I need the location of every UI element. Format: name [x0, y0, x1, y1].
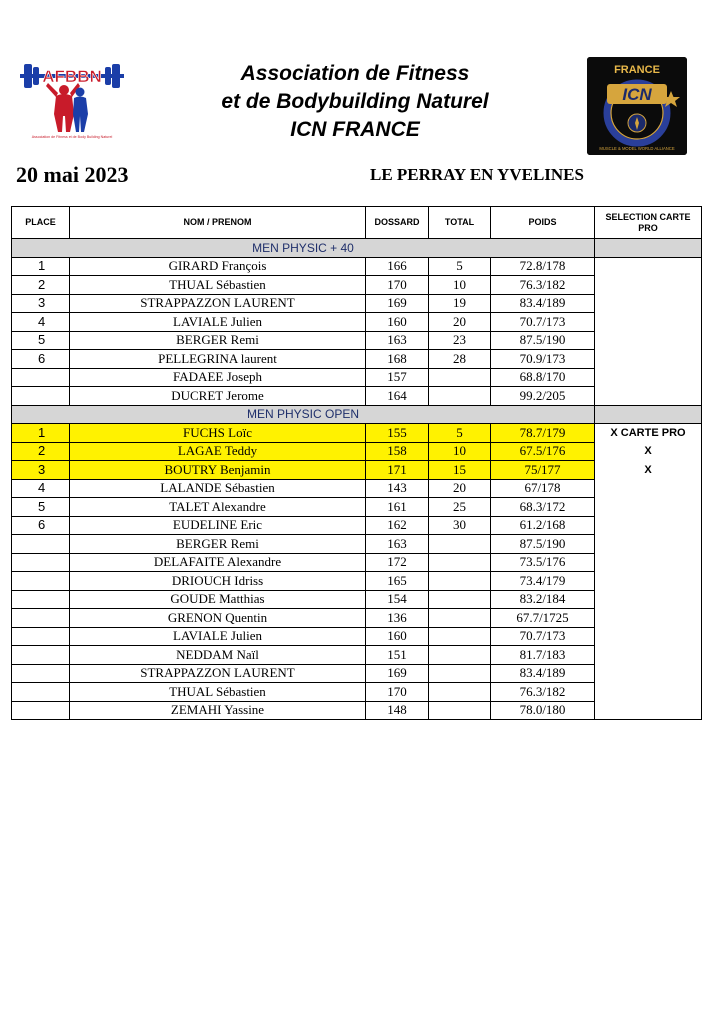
- header-name: NOM / PRENOM: [70, 207, 366, 239]
- cell-total: [429, 535, 491, 554]
- cell-total: 30: [429, 516, 491, 535]
- cell-name: LAVIALE Julien: [70, 313, 366, 332]
- cell-total: 10: [429, 276, 491, 295]
- table-row: [12, 664, 702, 683]
- cell-total: 28: [429, 350, 491, 369]
- cell-name: FUCHS Loïc: [70, 424, 366, 443]
- cell-dossard: 170: [366, 276, 429, 295]
- cell-place: [12, 701, 70, 720]
- cell-place: 4: [12, 479, 70, 498]
- cell-selection: [595, 257, 702, 276]
- cell-name: LAGAE Teddy: [70, 442, 366, 461]
- cell-name: DRIOUCH Idriss: [70, 572, 366, 591]
- cell-total: [429, 646, 491, 665]
- cell-dossard: 143: [366, 479, 429, 498]
- cell-dossard: 160: [366, 313, 429, 332]
- cell-poids: 70.7/173: [491, 313, 595, 332]
- cell-selection: [595, 368, 702, 387]
- cell-poids: 87.5/190: [491, 535, 595, 554]
- cell-poids: 73.4/179: [491, 572, 595, 591]
- cell-name: GIRARD François: [70, 257, 366, 276]
- header-selection: [595, 207, 702, 239]
- cell-total: [429, 590, 491, 609]
- title-line-1: Association de Fitness: [240, 62, 470, 85]
- cell-selection: [595, 294, 702, 313]
- table-row: [12, 294, 702, 313]
- cell-poids: 76.3/182: [491, 276, 595, 295]
- cell-selection: [595, 553, 702, 572]
- cell-poids: 99.2/205: [491, 387, 595, 406]
- cell-total: 25: [429, 498, 491, 517]
- afbbn-logo: [18, 56, 126, 142]
- cell-total: 10: [429, 442, 491, 461]
- cell-poids: 67.5/176: [491, 442, 595, 461]
- cell-selection: [595, 701, 702, 720]
- cell-selection: [595, 350, 702, 369]
- cell-dossard: 163: [366, 331, 429, 350]
- cell-name: BERGER Remi: [70, 535, 366, 554]
- cell-place: 1: [12, 424, 70, 443]
- cell-place: 2: [12, 442, 70, 461]
- cell-poids: 83.4/189: [491, 294, 595, 313]
- cell-selection: [595, 535, 702, 554]
- cell-total: 5: [429, 424, 491, 443]
- cell-poids: 67/178: [491, 479, 595, 498]
- cell-selection: [595, 646, 702, 665]
- cell-place: 6: [12, 516, 70, 535]
- icn-logo: [587, 57, 687, 155]
- cell-name: LAVIALE Julien: [70, 627, 366, 646]
- cell-dossard: 171: [366, 461, 429, 480]
- cell-poids: 68.3/172: [491, 498, 595, 517]
- header-place: PLACE: [12, 207, 70, 239]
- header-poids: POIDS: [491, 207, 595, 239]
- table-row: [12, 331, 702, 350]
- cell-selection: X: [595, 442, 702, 461]
- cell-place: [12, 627, 70, 646]
- cell-selection: X CARTE PRO: [595, 424, 702, 443]
- cell-poids: 61.2/168: [491, 516, 595, 535]
- header-total: TOTAL: [429, 207, 491, 239]
- cell-selection: [595, 498, 702, 517]
- table-row: [12, 313, 702, 332]
- cell-name: NEDDAM Naïl: [70, 646, 366, 665]
- cell-poids: 67.7/1725: [491, 609, 595, 628]
- cell-place: 3: [12, 461, 70, 480]
- cell-selection: [595, 516, 702, 535]
- cell-total: 5: [429, 257, 491, 276]
- afbbn-logo-caption: Association de Fitness et de Body Building Naturel: [31, 135, 113, 139]
- cell-name: THUAL Sébastien: [70, 276, 366, 295]
- cell-name: STRAPPAZZON LAURENT: [70, 294, 366, 313]
- cell-selection: [595, 313, 702, 332]
- results-table: [11, 206, 702, 720]
- cell-poids: 87.5/190: [491, 331, 595, 350]
- cell-name: LALANDE Sébastien: [70, 479, 366, 498]
- cell-name: BERGER Remi: [70, 331, 366, 350]
- cell-poids: 75/177: [491, 461, 595, 480]
- cell-place: [12, 368, 70, 387]
- table-row: [12, 572, 702, 591]
- header-selection-label: SELECTION CARTE PRO: [605, 211, 691, 233]
- cell-total: [429, 553, 491, 572]
- cell-place: 3: [12, 294, 70, 313]
- cell-poids: 72.8/178: [491, 257, 595, 276]
- section-selection-cell: [595, 239, 702, 258]
- cell-place: 6: [12, 350, 70, 369]
- cell-place: [12, 387, 70, 406]
- event-date: 20 mai 2023: [16, 162, 129, 187]
- cell-place: [12, 553, 70, 572]
- cell-dossard: 160: [366, 627, 429, 646]
- cell-place: 4: [12, 313, 70, 332]
- section-title: MEN PHYSIC OPEN: [12, 405, 595, 424]
- cell-place: [12, 535, 70, 554]
- table-row: [12, 609, 702, 628]
- cell-place: 2: [12, 276, 70, 295]
- table-row: [12, 535, 702, 554]
- cell-name: EUDELINE Eric: [70, 516, 366, 535]
- table-row: [12, 368, 702, 387]
- section-row: [12, 405, 702, 424]
- cell-dossard: 164: [366, 387, 429, 406]
- cell-name: DELAFAITE Alexandre: [70, 553, 366, 572]
- cell-place: [12, 683, 70, 702]
- cell-dossard: 155: [366, 424, 429, 443]
- icn-logo-main: ICN: [622, 85, 652, 104]
- cell-place: [12, 609, 70, 628]
- cell-selection: X: [595, 461, 702, 480]
- cell-dossard: 163: [366, 535, 429, 554]
- cell-total: [429, 572, 491, 591]
- cell-poids: 76.3/182: [491, 683, 595, 702]
- cell-dossard: 168: [366, 350, 429, 369]
- cell-total: [429, 701, 491, 720]
- cell-poids: 68.8/170: [491, 368, 595, 387]
- cell-dossard: 170: [366, 683, 429, 702]
- cell-total: [429, 683, 491, 702]
- afbbn-logo-name: AFBBN: [42, 67, 102, 86]
- cell-poids: 78.0/180: [491, 701, 595, 720]
- cell-place: 5: [12, 498, 70, 517]
- cell-total: 20: [429, 479, 491, 498]
- table-row: [12, 424, 702, 443]
- icn-logo-top: FRANCE: [614, 64, 660, 76]
- cell-dossard: 148: [366, 701, 429, 720]
- cell-dossard: 169: [366, 664, 429, 683]
- table-row: [12, 479, 702, 498]
- table-header-row: [12, 207, 702, 239]
- table-row: [12, 350, 702, 369]
- cell-dossard: 162: [366, 516, 429, 535]
- title-line-3: ICN FRANCE: [290, 118, 420, 141]
- table-row: [12, 683, 702, 702]
- cell-place: 5: [12, 331, 70, 350]
- table-row: [12, 627, 702, 646]
- cell-name: GOUDE Matthias: [70, 590, 366, 609]
- cell-dossard: 157: [366, 368, 429, 387]
- cell-total: [429, 387, 491, 406]
- table-row: [12, 461, 702, 480]
- cell-total: 23: [429, 331, 491, 350]
- cell-poids: 83.2/184: [491, 590, 595, 609]
- cell-poids: 70.9/173: [491, 350, 595, 369]
- cell-name: ZEMAHI Yassine: [70, 701, 366, 720]
- cell-dossard: 158: [366, 442, 429, 461]
- cell-selection: [595, 664, 702, 683]
- cell-place: [12, 664, 70, 683]
- page-title: [150, 60, 560, 144]
- cell-total: [429, 627, 491, 646]
- cell-dossard: 161: [366, 498, 429, 517]
- table-row: [12, 646, 702, 665]
- section-row: [12, 239, 702, 258]
- cell-name: PELLEGRINA laurent: [70, 350, 366, 369]
- table-row: [12, 442, 702, 461]
- cell-dossard: 166: [366, 257, 429, 276]
- cell-poids: 81.7/183: [491, 646, 595, 665]
- cell-dossard: 172: [366, 553, 429, 572]
- cell-dossard: 136: [366, 609, 429, 628]
- cell-place: [12, 646, 70, 665]
- cell-name: BOUTRY Benjamin: [70, 461, 366, 480]
- cell-selection: [595, 572, 702, 591]
- cell-dossard: 151: [366, 646, 429, 665]
- cell-poids: 73.5/176: [491, 553, 595, 572]
- cell-poids: 70.7/173: [491, 627, 595, 646]
- table-row: [12, 516, 702, 535]
- table-row: [12, 701, 702, 720]
- cell-name: FADAEE Joseph: [70, 368, 366, 387]
- cell-selection: [595, 590, 702, 609]
- cell-name: DUCRET Jerome: [70, 387, 366, 406]
- table-row: [12, 387, 702, 406]
- cell-dossard: 169: [366, 294, 429, 313]
- cell-place: [12, 572, 70, 591]
- cell-total: 19: [429, 294, 491, 313]
- table-row: [12, 276, 702, 295]
- cell-name: GRENON Quentin: [70, 609, 366, 628]
- cell-total: [429, 368, 491, 387]
- cell-poids: 78.7/179: [491, 424, 595, 443]
- cell-selection: [595, 609, 702, 628]
- table-row: [12, 590, 702, 609]
- cell-selection: [595, 331, 702, 350]
- section-selection-cell: [595, 405, 702, 424]
- table-row: [12, 498, 702, 517]
- cell-dossard: 154: [366, 590, 429, 609]
- cell-selection: [595, 479, 702, 498]
- cell-name: TALET Alexandre: [70, 498, 366, 517]
- cell-poids: 83.4/189: [491, 664, 595, 683]
- cell-selection: [595, 683, 702, 702]
- title-line-2: et de Bodybuilding Naturel: [221, 90, 489, 113]
- cell-place: 1: [12, 257, 70, 276]
- cell-dossard: 165: [366, 572, 429, 591]
- event-venue: LE PERRAY EN YVELINES: [370, 165, 584, 184]
- section-title: MEN PHYSIC + 40: [12, 239, 595, 258]
- cell-selection: [595, 627, 702, 646]
- header-dossard: DOSSARD: [366, 207, 429, 239]
- cell-total: [429, 664, 491, 683]
- icn-logo-ring: MUSCLE & MODEL WORLD ALLIANCE: [599, 146, 675, 151]
- cell-place: [12, 590, 70, 609]
- cell-selection: [595, 276, 702, 295]
- cell-name: STRAPPAZZON LAURENT: [70, 664, 366, 683]
- cell-total: [429, 609, 491, 628]
- cell-total: 20: [429, 313, 491, 332]
- table-row: [12, 553, 702, 572]
- table-row: [12, 257, 702, 276]
- cell-total: 15: [429, 461, 491, 480]
- cell-selection: [595, 387, 702, 406]
- cell-name: THUAL Sébastien: [70, 683, 366, 702]
